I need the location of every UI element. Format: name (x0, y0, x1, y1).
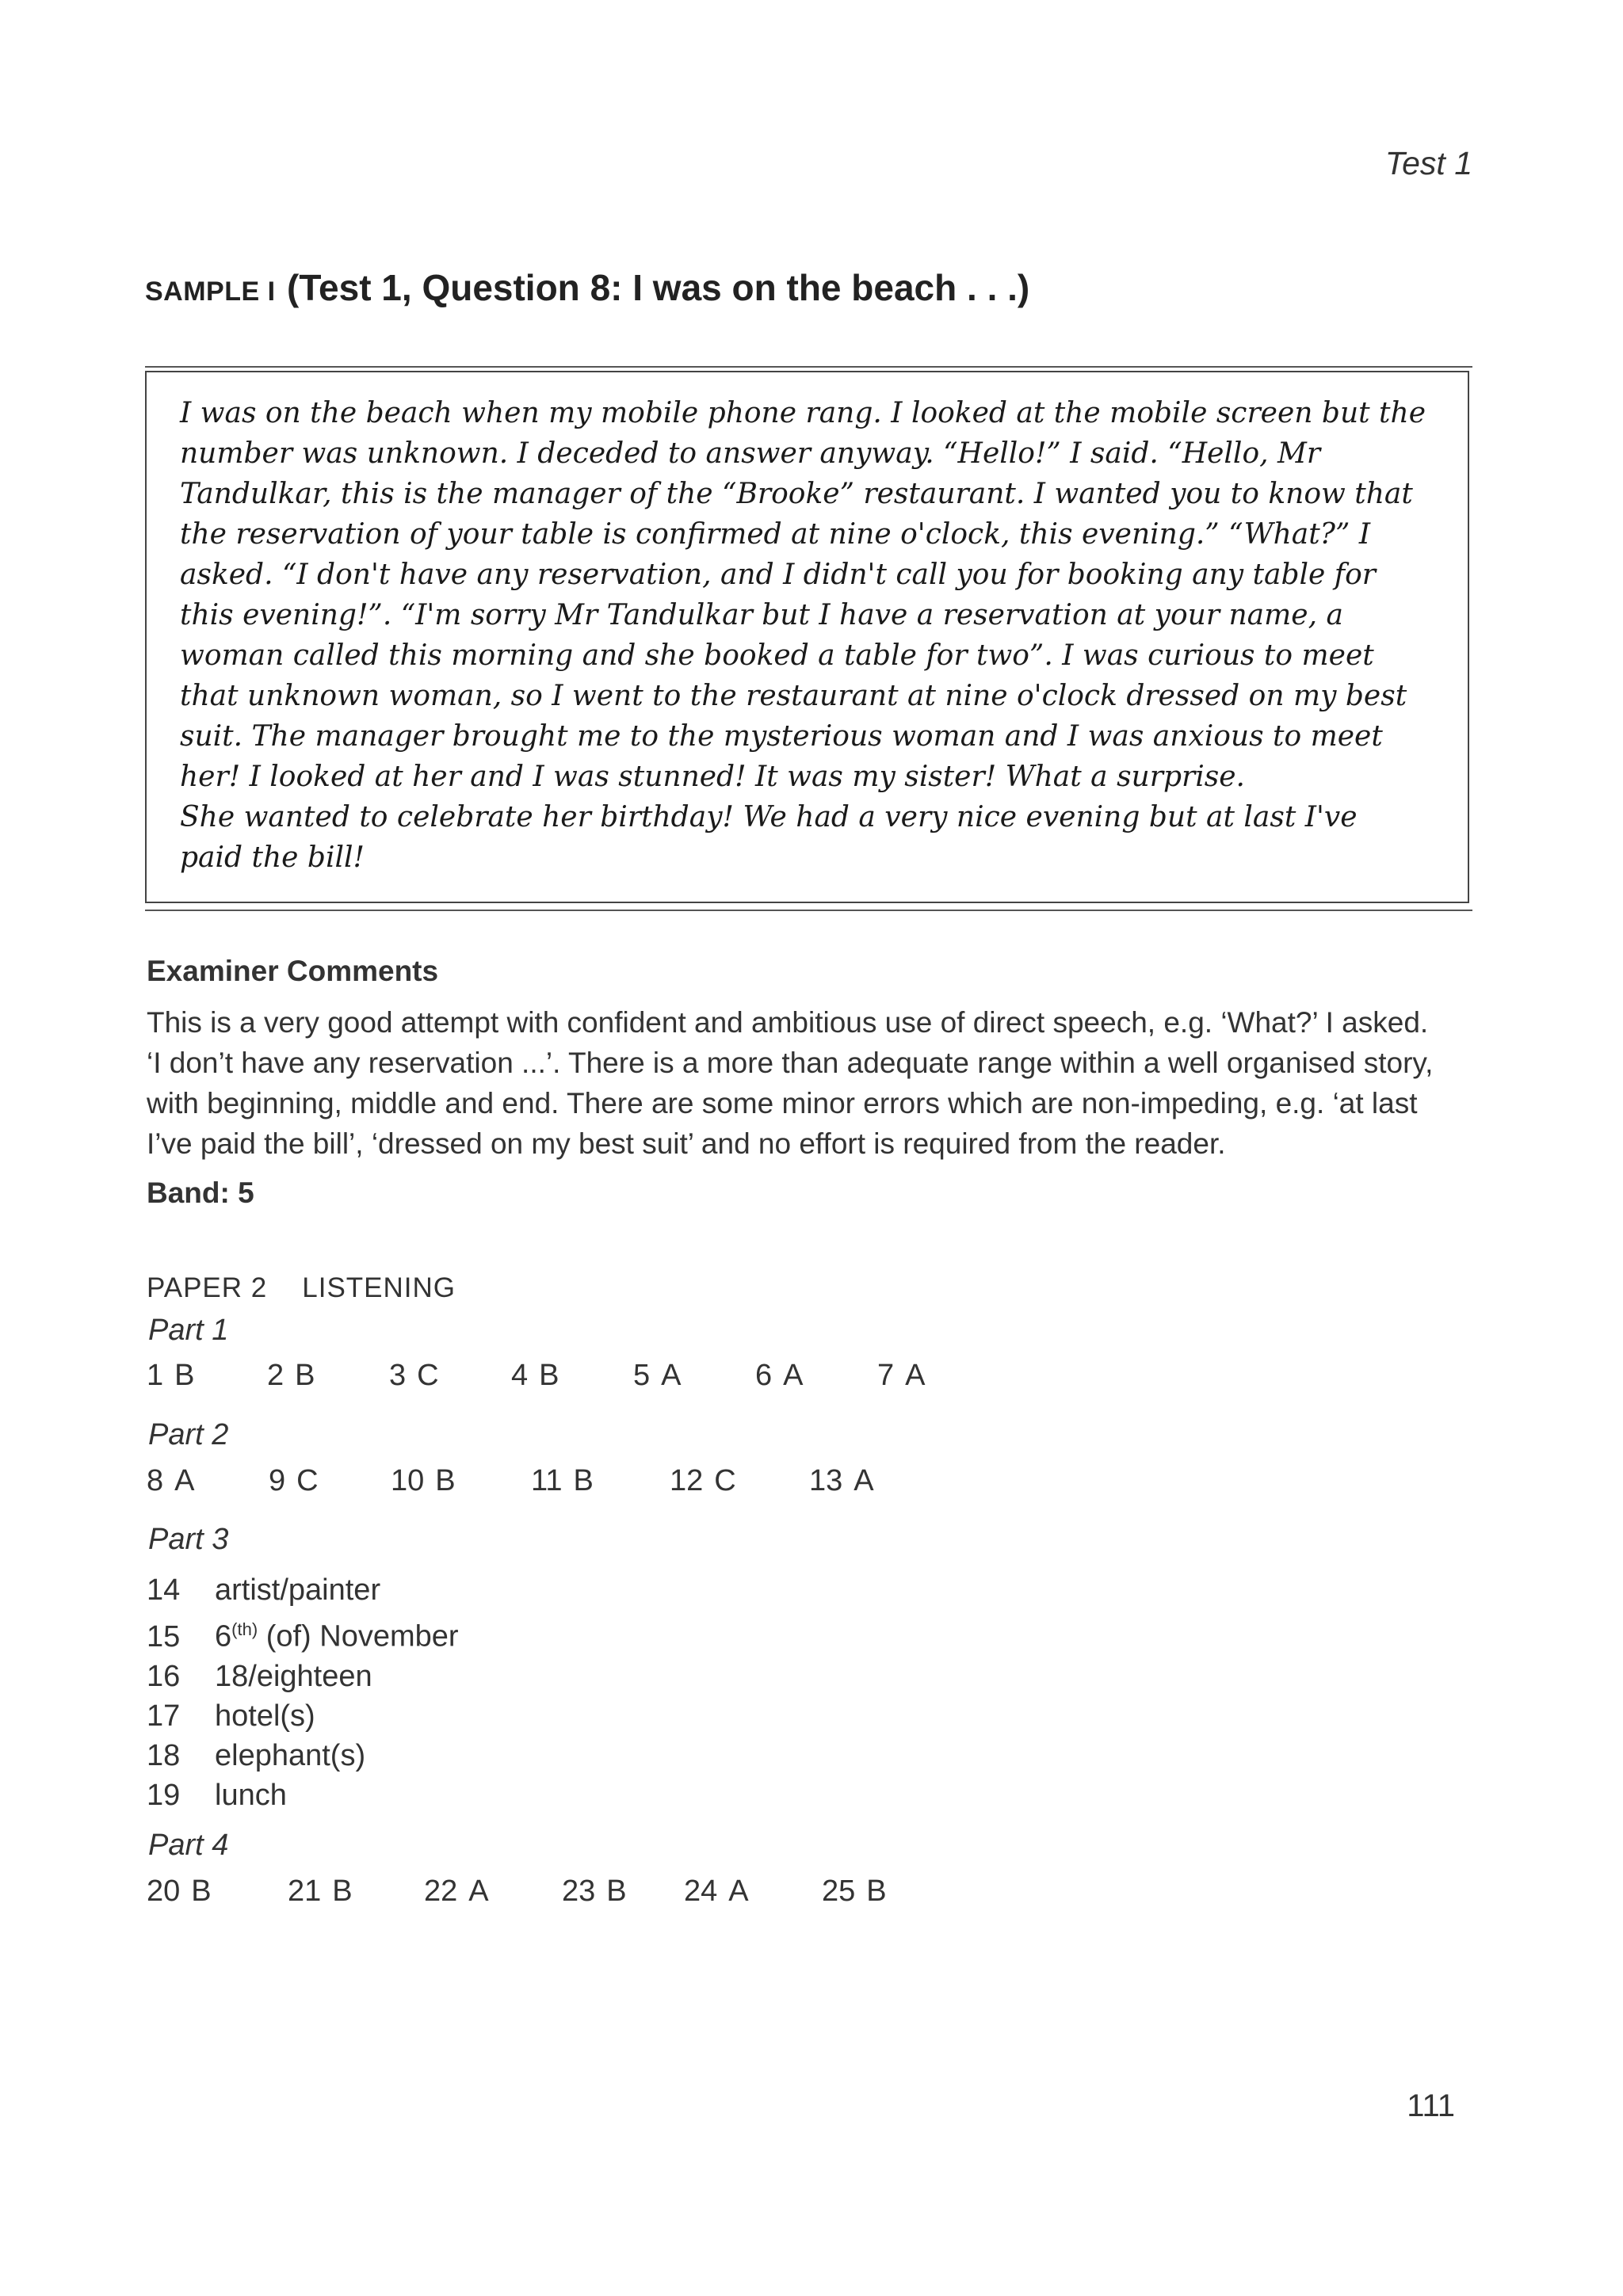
answer-number: 20 (147, 1875, 181, 1908)
answer-number: 4 (511, 1359, 529, 1392)
answer-item (511, 1359, 559, 1393)
answer-letter: B (174, 1359, 195, 1392)
answer-number: 6 (755, 1359, 773, 1392)
answer-text: 18/eighteen (215, 1659, 372, 1693)
answer-number: 9 (269, 1464, 286, 1497)
answer-item (391, 1464, 456, 1498)
answer-letter: A (854, 1464, 874, 1497)
answer-number: 11 (531, 1464, 563, 1497)
answer-number: 21 (288, 1875, 322, 1908)
answer-number: 7 (877, 1359, 895, 1392)
answer-item (755, 1359, 804, 1393)
answer-number: 1 (147, 1359, 164, 1392)
sample-tag: SAMPLE I (145, 277, 276, 307)
answer-item (147, 1464, 195, 1498)
list-item (147, 1736, 459, 1775)
answer-letter: A (174, 1464, 195, 1497)
paper-name: LISTENING (302, 1272, 456, 1303)
essay-text: I was on the beach when my mobile phone rang. I looked at the mobile screen but the number was unknown. I deceded to answer anyway. “Hello!” I said. “Hello, Mr Tandulkar, this is the manager of the “Brooke” restaurant. I wanted you to know that the reservation of your table is confirmed at nine o'clock, this evening.” “What?” I asked. “I don't have any reservation, and I didn't call you for booking any table for this evening!”. “I'm sorry Mr Tandulkar but I have a reservation at your name, a woman called this morning and she booked a table for two”. I was curious to meet that unknown woman, so I went to the restaurant at nine o'clock dressed on my best suit. The manager brought me to the mysterious woman and I was anxious to meet her! I looked at her and I was stunned! It was my sister! What a surprise. She wanted to celebrate her birthday! We had a very nice evening but at last I've paid the bill! (180, 397, 1426, 874)
answer-letter: A (783, 1359, 804, 1392)
answer-item (809, 1464, 874, 1498)
part-2-label: Part 2 (148, 1418, 229, 1451)
answer-number: 3 (389, 1359, 407, 1392)
answer-letter: C (417, 1359, 439, 1392)
answer-item (269, 1464, 319, 1498)
answer-letter: C (714, 1464, 736, 1497)
part-3-label: Part 3 (148, 1523, 229, 1556)
answer-item (670, 1464, 736, 1498)
answer-letter: A (905, 1359, 926, 1392)
answer-item (267, 1359, 315, 1393)
answer-number: 24 (684, 1875, 718, 1908)
answer-text: hotel(s) (215, 1699, 315, 1733)
answer-item (288, 1875, 353, 1909)
part-1-label: Part 1 (148, 1314, 229, 1347)
list-item (147, 1696, 459, 1736)
answer-text: artist/painter (215, 1573, 381, 1607)
answer-superscript: (th) (231, 1619, 258, 1639)
answer-letter: B (866, 1875, 887, 1908)
answer-number: 22 (424, 1875, 458, 1908)
examiner-line: This is a very good attempt with confident and ambitious use of direct speech, e.g. ‘What?’ I asked. (147, 1006, 1429, 1039)
list-item (147, 1570, 459, 1610)
answer-letter: B (606, 1875, 627, 1908)
examiner-heading: Examiner Comments (147, 955, 439, 987)
top-rule (145, 366, 1472, 368)
essay-box (145, 371, 1469, 903)
list-item (147, 1657, 459, 1696)
answer-item (877, 1359, 926, 1393)
examiner-line: with beginning, middle and end. There are some minor errors which are non-impeding, e.g. ‘at last (147, 1087, 1418, 1119)
answer-letter: C (296, 1464, 319, 1497)
answer-item (684, 1875, 749, 1909)
answer-letter: B (191, 1875, 212, 1908)
part-4-label: Part 4 (148, 1829, 229, 1862)
answer-text-suffix: (of) November (258, 1619, 459, 1653)
answer-letter: B (332, 1875, 353, 1908)
running-head: Test 1 (1384, 145, 1472, 181)
list-item (147, 1775, 459, 1815)
answer-number: 2 (267, 1359, 285, 1392)
answer-number: 10 (391, 1464, 425, 1497)
answer-number: 8 (147, 1464, 164, 1497)
answer-number: 13 (809, 1464, 843, 1497)
sample-heading (145, 266, 1029, 309)
answer-text: lunch (215, 1778, 287, 1812)
answer-number: 17 (147, 1699, 181, 1733)
answer-item (531, 1464, 594, 1498)
answer-letter: A (468, 1875, 489, 1908)
examiner-comments (147, 1002, 1494, 1164)
answer-number: 25 (822, 1875, 856, 1908)
part-3-answers (147, 1570, 459, 1815)
answer-text-prefix: 6 (215, 1619, 232, 1653)
answer-item (424, 1875, 489, 1909)
page-number: 111 (1407, 2088, 1455, 2123)
answer-letter: A (728, 1875, 749, 1908)
answer-number: 5 (633, 1359, 651, 1392)
band-score: Band: 5 (147, 1177, 254, 1209)
examiner-line: I’ve paid the bill’, ‘dressed on my best suit’ and no effort is required from the reader. (147, 1127, 1226, 1160)
answer-text: elephant(s) (215, 1738, 366, 1772)
sample-title: (Test 1, Question 8: I was on the beach . . .) (287, 267, 1030, 308)
answer-letter: B (435, 1464, 456, 1497)
answer-item (633, 1359, 682, 1393)
answer-number: 12 (670, 1464, 704, 1497)
answer-number: 16 (147, 1659, 181, 1693)
answer-item (562, 1875, 627, 1909)
answer-letter: B (295, 1359, 315, 1392)
answer-item (389, 1359, 439, 1393)
examiner-line: ‘I don’t have any reservation ...’. There is a more than adequate range within a well organised story, (147, 1047, 1434, 1079)
answer-item (822, 1875, 887, 1909)
answer-letter: B (573, 1464, 594, 1497)
paper-label: PAPER 2 (147, 1272, 268, 1303)
paper-heading (147, 1272, 456, 1304)
answer-item (147, 1359, 195, 1393)
answer-number: 14 (147, 1573, 181, 1607)
answer-letter: B (539, 1359, 559, 1392)
bottom-rule (145, 910, 1472, 911)
answer-number: 23 (562, 1875, 596, 1908)
answer-number: 18 (147, 1738, 181, 1772)
answer-number: 19 (147, 1778, 181, 1812)
answer-letter: A (661, 1359, 682, 1392)
answer-item (147, 1875, 212, 1909)
answer-number: 15 (147, 1619, 181, 1653)
list-item (147, 1610, 459, 1657)
